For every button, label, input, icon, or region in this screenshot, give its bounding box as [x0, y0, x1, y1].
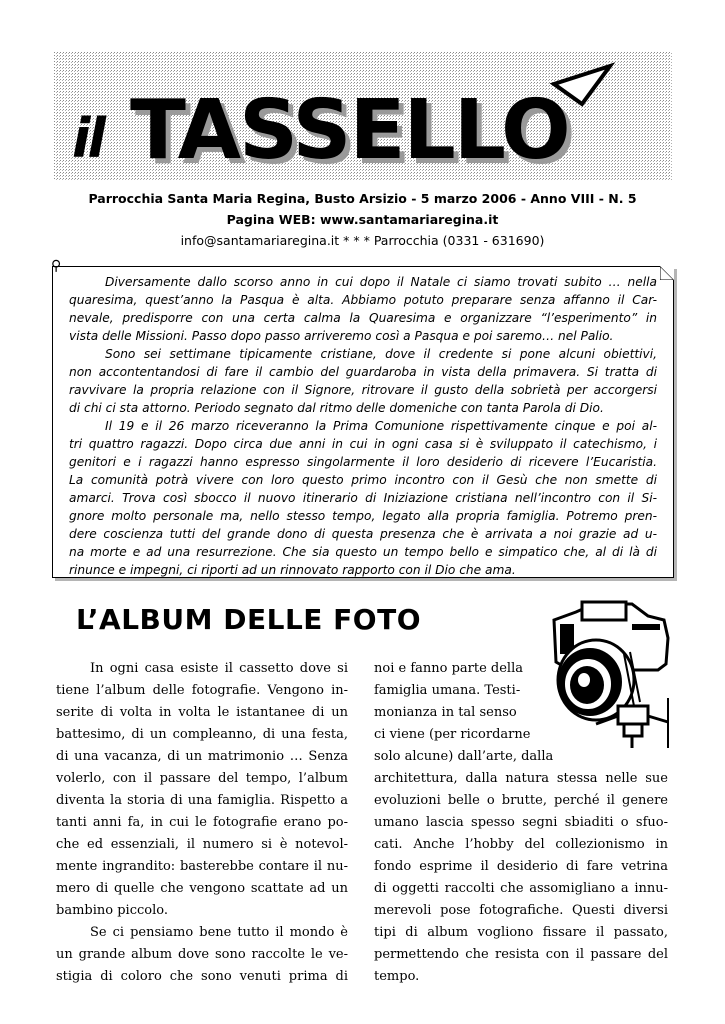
article-line: merevoli pose fotografiche. Questi diversi — [374, 903, 668, 918]
article-line: monianza in tal senso — [374, 705, 517, 720]
article-line: di una vacanza, di un matrimonio … Senza — [56, 749, 348, 764]
article-line: mente ingrandito: basterebbe contare il nu- — [56, 859, 348, 874]
editorial-line: gnore molto personale ma, nello stesso tempo, legato alla propria famiglia. Potremo pren- — [69, 509, 657, 523]
header-website-line: Pagina WEB: www.santamariaregina.it — [226, 212, 499, 227]
pin-icon: ⚲ — [51, 258, 62, 274]
editorial-line: dere coscienza tutti del grande dono di questa presenza che è arrivata a noi grazie ad u- — [69, 527, 657, 541]
article-line: evoluzioni belle o brutte, perché il genere — [374, 793, 668, 808]
editorial-line: Il 19 e il 26 marzo riceveranno la Prima Comunione rispettivamente cinque e poi al- — [105, 419, 657, 433]
article-line: un grande album dove sono raccolte le ve- — [56, 947, 348, 962]
article-line: famiglia umana. Testi- — [374, 683, 521, 698]
article-column-right — [374, 768, 668, 988]
article-line: stigia di coloro che sono venuti prima di — [56, 969, 348, 984]
editorial-line: quaresima, quest’anno la Pasqua è alta. Abbiamo potuto preparare senza affanno il Car- — [69, 293, 657, 307]
article-line: mero di quelle che vengono scattate ad un — [56, 881, 348, 896]
editorial-line: Diversamente dallo scorso anno in cui dopo il Natale ci siamo trovati subito … nella — [105, 275, 657, 289]
article-line: bambino piccolo. — [56, 903, 168, 918]
masthead-logo — [54, 52, 672, 180]
article-line: che ed essenziali, il numero si è notevol- — [56, 837, 348, 852]
logo-word: TASSELLO — [130, 83, 569, 178]
article-line: solo alcune) dall’arte, dalla — [374, 749, 554, 764]
article-line: Se ci pensiamo bene tutto il mondo è — [90, 925, 348, 940]
editorial-line: vista delle Missioni. Passo dopo passo arriveremo così a Pasqua e poi saremo… nel Palio. — [69, 329, 614, 343]
article-line: volerlo, con il passare del tempo, l’album — [56, 771, 348, 786]
header-parish-line: Parrocchia Santa Maria Regina, Busto Arsizio - 5 marzo 2006 - Anno VIII - N. 5 — [88, 191, 637, 206]
editorial-line: amarci. Trova così sbocco il nuovo itinerario di Iniziazione cristiana nell’incontro con il Si- — [69, 491, 657, 505]
editorial-line: tri quattro ragazzi. Dopo circa due anni in cui in ogni casa si è sviluppato il catechismo, i — [69, 437, 657, 451]
article-line: ci viene (per ricordarne — [374, 727, 531, 742]
article-line: architettura, dalla natura stessa nelle sue — [374, 771, 668, 786]
editorial-line: na morte e ad una resurrezione. Che sia questo un tempo bello e simpatico che, al di là di — [69, 545, 657, 559]
editorial-paragraph-2 — [69, 345, 657, 417]
camera-illustration — [536, 598, 672, 750]
article-line: diventa la storia di una famiglia. Rispetto a — [56, 793, 348, 808]
article-line: tipi di album vogliono fissare il passato, — [374, 925, 668, 940]
article-column-right-top — [374, 658, 554, 768]
editorial-line: La comunità potrà vivere con loro questo primo incontro con il Gesù che non smette di — [69, 473, 657, 487]
article-line: In ogni casa esiste il cassetto dove si — [90, 661, 348, 676]
folded-corner-icon — [660, 266, 674, 280]
editorial-line: nevale, predisporre con una certa calma la Quaresima e organizzare “l’esperimento” in — [69, 311, 657, 325]
header-contact-line: info@santamariaregina.it * * * Parrocchia (0331 - 631690) — [180, 233, 545, 248]
editorial-line: di chi ci sta attorno. Periodo segnato dal ritmo delle domeniche con tanta Parola di Dio. — [69, 401, 604, 415]
article-line: cati. Anche l’hobby del collezionismo in — [374, 837, 668, 852]
article-line: tanti anni fa, in cui le fotografie erano po- — [56, 815, 348, 830]
editorial-line: Sono sei settimane tipicamente cristiane, dove il credente si pone alcuni obiettivi, — [105, 347, 657, 361]
article-title: L’ALBUM DELLE FOTO — [76, 603, 421, 636]
editorial-line: non accontentandosi di fare il cambio del guardaroba in vista della primavera. Si tratta di — [69, 365, 657, 379]
logo-prefix: il — [72, 107, 104, 170]
editorial-box — [51, 258, 674, 578]
article-line: di oggetti raccolti che assomigliano a innu- — [374, 881, 668, 896]
article-line: permettendo che resista con il passare del — [374, 947, 668, 962]
editorial-line: ravvivare la propria relazione con il Signore, ritrovare il gusto della sobrietà per accorgersi — [69, 383, 657, 397]
article-line: serite di volta in volta le istantanee di un — [56, 705, 348, 720]
editorial-paragraph-3 — [69, 417, 657, 579]
article-line: fondo esprime il desiderio di fare vetrina — [374, 859, 668, 874]
header-info — [0, 188, 725, 251]
article-line: umano lascia spesso segni sbiaditi o sfuo- — [374, 815, 668, 830]
editorial-paragraph-1 — [69, 273, 657, 345]
article-line: battesimo, di un compleanno, di una festa, — [56, 727, 348, 742]
editorial-line: genitori e i ragazzi hanno espresso singolarmente il loro desiderio di ricevere l’Eucaristia. — [69, 455, 657, 469]
article-column-left — [56, 658, 348, 988]
article-line: noi e fanno parte della — [374, 661, 523, 676]
article-line: tempo. — [374, 969, 420, 984]
editorial-line: rinunce e impegni, ci riporti ad un rinnovato rapporto con il Dio che ama. — [69, 563, 516, 577]
article-line: tiene l’album delle fotografie. Vengono in- — [56, 683, 348, 698]
